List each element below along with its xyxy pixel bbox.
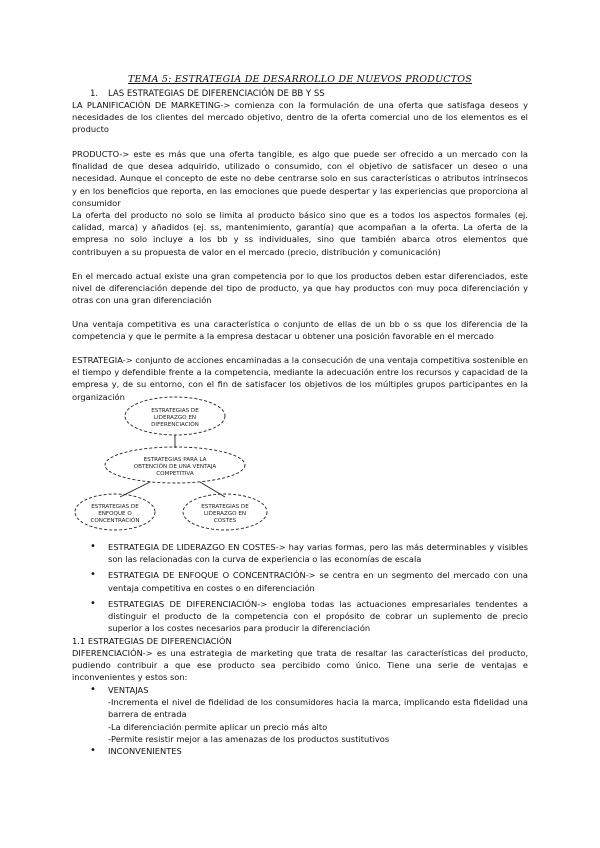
diagram-left-ellipse — [75, 494, 155, 530]
paragraph-planificacion: LA PLANIFICACIÓN DE MARKETING-> comienza con la formulación de una oferta que satisfaga deseos y necesidades de los clientes del mercado objetivo, dentro de la oferta comercial uno de los elementos es el producto — [72, 100, 528, 135]
diagram-middle-line3: COMPETITIVA — [156, 471, 194, 477]
paragraph-diferenciacion: DIFERENCIACIÓN-> es una estrategia de marketing que trata de resaltar las características del producto, pudiendo contribuir a que ese producto sea percibido como único. Tiene una serie de ventajas e inconvenientes y estos son: — [72, 648, 528, 683]
bullet-liderazgo-costes: • ESTRATEGIA DE LIDERAZGO EN COSTES-> hay varias formas, pero las más determinables y visibles son las relacionadas con la curva de experiencia o las economías de escala — [90, 541, 528, 565]
diagram-right-ellipse — [183, 494, 267, 530]
inconvenientes-label: • INCONVENIENTES — [90, 745, 528, 757]
pros-cons-list — [90, 684, 528, 761]
diagram-middle-line2: OBTENCIÓN DE UNA VENTAJA — [133, 464, 217, 470]
bullet-diferenciacion: • ESTRATEGIAS DE DIFERENCIACIÓN-> engloba todas las actuaciones empresariales tendentes a distinguir el producto de la competencia con el propósito de cobrar un suplemento de precio superior a los costes necesarios para producir la diferenciación — [90, 598, 528, 635]
diagram-right-line3: COSTES — [213, 518, 237, 524]
diagram-left-connector — [120, 482, 150, 497]
diagram-right-connector — [200, 482, 225, 497]
paragraph-oferta: La oferta del producto no solo se limita al producto básico sino que es a todos los aspectos formales (ej. calidad, marca) y añadidos (ej. ss, mantenimiento, garantía) que acompañan a la oferta. La oferta de la empresa no solo incluye a los bb y ss individuales, sino que también abarca otros elementos que contribuyen a su propuesta de valor en el mercado (precio, distribución y comunicación) — [72, 210, 528, 257]
ventaja-item: -La diferenciación permite aplicar un precio más alto — [108, 721, 328, 732]
paragraph-mercado: En el mercado actual existe una gran competencia por lo que los productos deben estar diferenciados, este nivel de diferenciación depende del tipo de producto, ya que hay productos con muy poca diferenciación y otras con una gran diferenciación — [72, 271, 528, 306]
ventajas-label: • VENTAJAS — [90, 684, 528, 696]
diagram-left-line1: ESTRATEGIAS DE — [91, 504, 139, 510]
diagram-top-line1: ESTRATEGIAS DE — [151, 408, 199, 414]
diagram-top-line3: DIFERENCIACIÓN — [151, 422, 199, 428]
section-number: 1. — [90, 89, 99, 99]
section-heading-text: LAS ESTRATEGIAS DE DIFERENCIACIÓN DE BB Y SS — [108, 89, 325, 99]
paragraph-ventaja: Una ventaja competitiva es una característica o conjunto de ellas de un bb o ss que los diferencia de la competencia y que le permite a la empresa destacar u obtener una posición favorable en el mercado — [72, 319, 528, 342]
diagram-middle-line1: ESTRATEGIAS PARA LA — [143, 457, 207, 463]
diagram-right-line1: ESTRATEGIAS DE — [201, 504, 249, 510]
section-heading-1 — [90, 89, 325, 99]
paragraph-estrategia: ESTRATEGIA-> conjunto de acciones encaminadas a la consecución de una ventaja competitiva sostenible en el tiempo y defendible frente a la competencia, mediante la adecuación entre los recursos y capacidad de la empresa y, de su entorno, con el fin de satisfacer los objetivos de los múltiples grupos participantes en la organización — [72, 355, 528, 402]
diagram-top-line2: LIDERAZGO EN — [153, 415, 197, 421]
diagram-left-line3: CONCENTRACIÓN — [90, 518, 140, 524]
bullet-enfoque: • ESTRATEGIA DE ENFOQUE O CONCENTRACIÓN-> se centra en un segmento del mercado con una ventaja competitiva en costes o en diferenciación — [90, 569, 528, 593]
diagram-right-line2: LIDERAZGO EN — [203, 511, 247, 517]
diagram-left-line2: ENFOQUE O — [98, 511, 132, 517]
document-title: TEMA 5: ESTRATEGIA DE DESARROLLO DE NUEVOS PRODUCTOS — [127, 74, 472, 85]
paragraph-producto: PRODUCTO-> este es más que una oferta tangible, es algo que puede ser ofrecido a un mercado con la finalidad de que desea adquirido, utilizado o consumido, con el objetivo de satisfacer un deseo o una necesidad. Aunque el concepto de este no debe centrarse solo en sus características o atributos intrínsecos y en los beneficios que reporta, en las emociones que puede despertar y las experiencias que proporciona al consumidor — [72, 149, 528, 208]
strategy-bullet-list — [90, 541, 528, 638]
ventaja-item: -Incrementa el nivel de fidelidad de los consumidores hacia la marca, implicando esta fidelidad una barrera de entrada — [108, 697, 528, 720]
ventaja-item: -Permite resistir mejor a las amenazas de los productos sustitutivos — [108, 733, 390, 744]
section-heading-1-1: 1.1 ESTRATEGIAS DE DIFERENCIACIÓN — [72, 636, 232, 646]
diagram-middle-ellipse — [105, 447, 245, 483]
